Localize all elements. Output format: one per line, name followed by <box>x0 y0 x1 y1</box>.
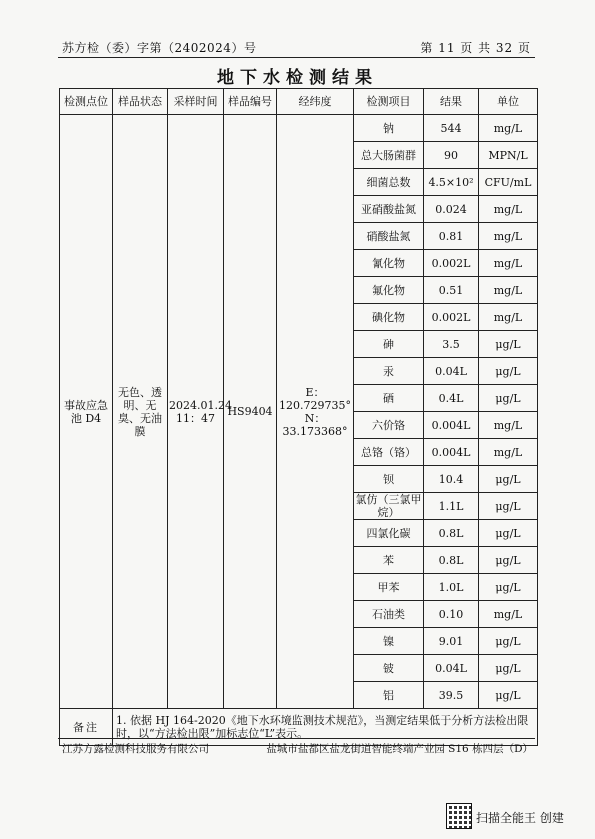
test-result: 0.004L <box>424 439 479 466</box>
qr-code-icon <box>446 803 472 829</box>
sample-state: 无色、透明、无臭、无油膜 <box>113 115 168 709</box>
test-result: 0.002L <box>424 250 479 277</box>
col-header: 检测点位 <box>60 89 113 115</box>
sampling-point: 事故应急池 D4 <box>60 115 113 709</box>
test-result: 0.51 <box>424 277 479 304</box>
test-item: 氯仿（三氯甲烷） <box>355 493 422 519</box>
note-text: 1. 依据 HJ 164-2020《地下水环境监测技术规范》，当测定结果低于分析方法检出限时，以“方法检出限”加标志位“L”表示。 <box>113 709 538 746</box>
test-item: 氰化物 <box>354 250 424 277</box>
test-result: 0.8L <box>424 547 479 574</box>
test-result: 544 <box>424 115 479 142</box>
test-result: 1.1L <box>424 493 479 520</box>
test-unit: μg/L <box>479 385 538 412</box>
test-unit: mg/L <box>479 304 538 331</box>
test-unit: mg/L <box>479 250 538 277</box>
test-item: 总大肠菌群 <box>354 142 424 169</box>
results-table <box>59 88 538 746</box>
col-header: 检测项目 <box>354 89 424 115</box>
company-name: 江苏方露检测科技服务有限公司 <box>62 743 209 755</box>
company-address: 盐城市盐都区盐龙街道智能终端产业园 S16 栋四层（D） <box>266 743 533 755</box>
test-unit: μg/L <box>479 331 538 358</box>
test-item: 六价铬 <box>354 412 424 439</box>
col-header: 采样时间 <box>168 89 224 115</box>
test-item: 亚硝酸盐氮 <box>354 196 424 223</box>
test-item: 铍 <box>354 655 424 682</box>
note-label: 备注 <box>60 709 113 746</box>
test-item: 硝酸盐氮 <box>354 223 424 250</box>
col-header: 样品编号 <box>224 89 277 115</box>
report-number: 苏方检（委）字第（2402024）号 <box>62 41 257 55</box>
test-item: 总铬（铬） <box>354 439 424 466</box>
test-result: 0.04L <box>424 358 479 385</box>
test-unit: MPN/L <box>479 142 538 169</box>
test-result: 0.4L <box>424 385 479 412</box>
test-result: 0.8L <box>424 520 479 547</box>
test-result: 0.81 <box>424 223 479 250</box>
table-row <box>60 115 538 142</box>
test-item: 铝 <box>354 682 424 709</box>
test-unit: mg/L <box>479 439 538 466</box>
test-item: 汞 <box>354 358 424 385</box>
test-result: 9.01 <box>424 628 479 655</box>
test-item: 苯 <box>354 547 424 574</box>
col-header: 样品状态 <box>113 89 168 115</box>
col-header: 经纬度 <box>277 89 354 115</box>
test-unit: μg/L <box>479 358 538 385</box>
test-unit: mg/L <box>479 277 538 304</box>
test-item: 四氯化碳 <box>354 520 424 547</box>
test-item: 碘化物 <box>354 304 424 331</box>
footer-divider <box>58 738 535 739</box>
test-item: 硒 <box>354 385 424 412</box>
test-unit: μg/L <box>479 628 538 655</box>
test-result: 3.5 <box>424 331 479 358</box>
test-unit: μg/L <box>479 574 538 601</box>
test-item: 石油类 <box>354 601 424 628</box>
test-result: 10.4 <box>424 466 479 493</box>
test-unit: μg/L <box>479 493 538 520</box>
test-item: 细菌总数 <box>354 169 424 196</box>
test-item: 砷 <box>354 331 424 358</box>
test-unit: μg/L <box>479 655 538 682</box>
test-result: 0.004L <box>424 412 479 439</box>
col-header: 结果 <box>424 89 479 115</box>
test-unit: mg/L <box>479 115 538 142</box>
test-result: 0.04L <box>424 655 479 682</box>
test-result: 0.024 <box>424 196 479 223</box>
sampling-time: 2024.01.24 11：47 <box>168 115 224 709</box>
note-row <box>60 709 538 746</box>
test-unit: μg/L <box>479 682 538 709</box>
test-result: 1.0L <box>424 574 479 601</box>
scanner-watermark: 扫描全能王 创建 <box>476 811 564 825</box>
test-result: 0.002L <box>424 304 479 331</box>
test-unit: μg/L <box>479 547 538 574</box>
page-title: 地下水检测结果 <box>217 68 378 88</box>
test-unit: μg/L <box>479 466 538 493</box>
test-item: 氟化物 <box>354 277 424 304</box>
test-unit: mg/L <box>479 412 538 439</box>
test-unit: CFU/mL <box>479 169 538 196</box>
test-unit: μg/L <box>479 520 538 547</box>
test-result: 0.10 <box>424 601 479 628</box>
test-item: 镍 <box>354 628 424 655</box>
header-divider <box>58 57 535 58</box>
test-unit: mg/L <box>479 223 538 250</box>
test-result: 90 <box>424 142 479 169</box>
test-item: 钠 <box>354 115 424 142</box>
test-result: 39.5 <box>424 682 479 709</box>
sample-number: HS9404 <box>224 115 277 709</box>
page-info: 第 11 页 共 32 页 <box>420 41 531 55</box>
test-item: 甲苯 <box>354 574 424 601</box>
coordinates: E：120.729735° N：33.173368° <box>277 115 354 709</box>
table-header-row <box>60 89 538 115</box>
test-unit: mg/L <box>479 196 538 223</box>
test-result: 4.5×10² <box>424 169 479 196</box>
col-header: 单位 <box>479 89 538 115</box>
test-unit: mg/L <box>479 601 538 628</box>
test-item: 钡 <box>354 466 424 493</box>
